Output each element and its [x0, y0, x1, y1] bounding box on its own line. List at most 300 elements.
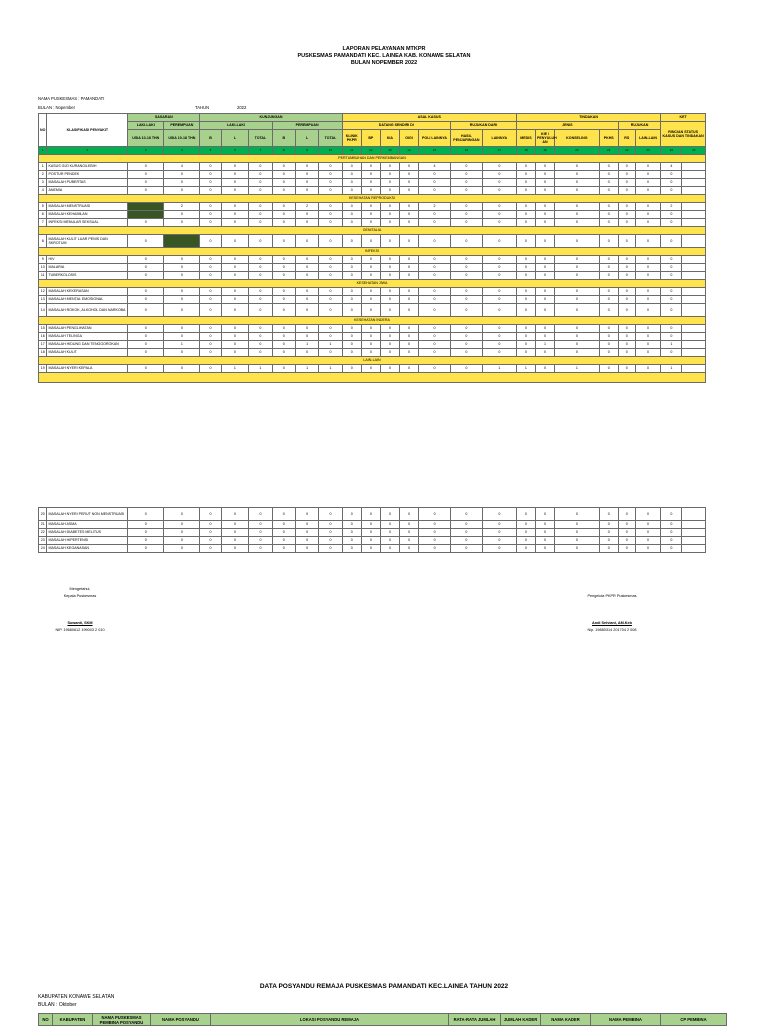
- row-value: 0: [661, 304, 682, 317]
- row-label: MASALAH ASMA: [47, 521, 128, 529]
- row-value: 0: [618, 521, 635, 529]
- row-value: 0: [399, 341, 418, 349]
- row-value: 0: [400, 537, 419, 545]
- row-value: 0: [342, 187, 361, 195]
- row-number: 5: [39, 203, 47, 211]
- row-value: 0: [342, 171, 361, 179]
- column-number: 2: [47, 147, 128, 155]
- row-value: 0: [450, 304, 482, 317]
- row-value: 0: [295, 304, 318, 317]
- posyandu-col-header: JUMLAH KADER: [501, 1014, 541, 1026]
- row-value: 0: [249, 171, 272, 179]
- row-value: 0: [361, 272, 380, 280]
- row-value: 0: [200, 296, 221, 304]
- row-value: 0: [419, 545, 451, 553]
- row-value: 0: [555, 171, 600, 179]
- section-title: LAIN-LAIN: [39, 357, 706, 365]
- table-footer-band: [39, 373, 706, 383]
- row-value: 0: [342, 272, 361, 280]
- row-value: 0: [361, 256, 380, 264]
- row-value: 0: [221, 545, 249, 553]
- row-value: 0: [221, 171, 249, 179]
- row-value: 0: [361, 508, 380, 521]
- row-value: 0: [482, 529, 516, 537]
- row-value: 0: [319, 521, 342, 529]
- row-value: 0: [399, 171, 418, 179]
- col-kunjungan: KUNJUNGAN: [200, 114, 342, 122]
- row-value: 0: [380, 537, 399, 545]
- col-datang-sendiri: DATANG SENDIRI DI: [342, 122, 450, 130]
- row-value: 0: [361, 264, 380, 272]
- row-value: [682, 235, 706, 248]
- row-value: 0: [516, 256, 535, 264]
- table-row: [39, 521, 706, 529]
- row-value: 0: [635, 219, 661, 227]
- row-value: 0: [535, 333, 554, 341]
- row-value: 0: [419, 349, 451, 357]
- row-number: 8: [39, 235, 47, 248]
- row-value: 0: [535, 304, 554, 317]
- row-value: 0: [380, 325, 399, 333]
- row-value: 0: [599, 365, 618, 373]
- row-number: 11: [39, 272, 47, 280]
- row-value: 0: [451, 545, 483, 553]
- row-value: 0: [164, 187, 200, 195]
- row-value: 0: [380, 521, 399, 529]
- row-value: 0: [295, 256, 318, 264]
- col-pkhs: PKHS: [599, 130, 618, 147]
- row-value: 0: [380, 256, 399, 264]
- column-number: 4: [164, 147, 200, 155]
- row-value: 0: [319, 296, 342, 304]
- row-value: [682, 272, 706, 280]
- row-value: 0: [361, 211, 380, 219]
- row-value: 0: [319, 203, 342, 211]
- row-value: 0: [555, 508, 600, 521]
- row-value: 0: [249, 235, 272, 248]
- row-value: 0: [555, 296, 600, 304]
- row-value: 0: [128, 288, 164, 296]
- row-value: 0: [295, 219, 318, 227]
- row-value: 0: [516, 211, 535, 219]
- report-period: BULAN NOPEMBER 2022: [350, 60, 418, 66]
- row-value: 0: [516, 171, 535, 179]
- row-value: 1: [661, 365, 682, 373]
- row-value: 0: [661, 272, 682, 280]
- row-value: 0: [516, 264, 535, 272]
- row-value: 0: [535, 203, 554, 211]
- row-value: 0: [128, 171, 164, 179]
- row-value: 0: [342, 219, 361, 227]
- row-value: 0: [249, 325, 272, 333]
- row-value: 0: [400, 521, 419, 529]
- row-value: 0: [342, 211, 361, 219]
- row-value: 0: [555, 203, 600, 211]
- row-value: 0: [200, 171, 221, 179]
- column-number: 16: [450, 147, 482, 155]
- row-value: 0: [164, 296, 200, 304]
- row-value: [682, 203, 706, 211]
- row-value: 0: [635, 325, 661, 333]
- row-value: 0: [599, 537, 618, 545]
- row-value: 0: [555, 545, 600, 553]
- row-value: 0: [272, 341, 295, 349]
- row-value: 0: [516, 521, 535, 529]
- row-value: 0: [482, 288, 516, 296]
- col-kunjungan-laki: LAKI-LAKI: [200, 122, 272, 130]
- row-value: 0: [599, 235, 618, 248]
- row-value: 0: [272, 529, 295, 537]
- row-label: POSTUR PENDEK: [47, 171, 128, 179]
- row-value: 0: [555, 304, 600, 317]
- row-value: 0: [272, 365, 295, 373]
- signature-right-line1: Pengelola PKPR Puskesmas: [587, 594, 637, 598]
- row-value: 0: [535, 235, 554, 248]
- col-rujukan: RUJUKAN: [618, 122, 660, 130]
- row-value: 0: [295, 508, 318, 521]
- row-value: 0: [319, 304, 342, 317]
- row-value: [682, 333, 706, 341]
- row-value: 0: [535, 537, 554, 545]
- row-value: 0: [295, 545, 318, 553]
- row-value: 0: [399, 219, 418, 227]
- row-value: 0: [635, 256, 661, 264]
- table-row: [39, 203, 706, 211]
- row-value: 0: [221, 219, 249, 227]
- row-value: 0: [419, 171, 451, 179]
- row-value: 0: [380, 296, 399, 304]
- row-value: 0: [128, 219, 164, 227]
- row-label: INFEKSI MENULAR SEKSUAL: [47, 219, 128, 227]
- column-number: 7: [249, 147, 272, 155]
- col-bp: BP: [361, 130, 380, 147]
- row-label: HIV: [47, 256, 128, 264]
- row-value: 0: [272, 264, 295, 272]
- row-value: 0: [221, 529, 249, 537]
- row-value: 0: [380, 272, 399, 280]
- mtkpr-report-table-continued: [38, 507, 706, 553]
- col-poli: POLI LAINNYA: [419, 130, 451, 147]
- row-value: 0: [618, 349, 635, 357]
- signature-left-line1: Mengetahui,: [69, 587, 91, 591]
- column-number: 11: [342, 147, 361, 155]
- row-value: 0: [599, 341, 618, 349]
- row-value: 0: [221, 333, 249, 341]
- row-value: 0: [555, 349, 600, 357]
- row-value: 0: [599, 508, 618, 521]
- row-value: 0: [295, 288, 318, 296]
- row-value: 0: [635, 296, 661, 304]
- row-value: [682, 179, 706, 187]
- row-value: 0: [221, 304, 249, 317]
- row-value: 0: [361, 529, 380, 537]
- section-title: KESEHATAN INDERA: [39, 317, 706, 325]
- row-value: 0: [221, 296, 249, 304]
- report-title: LAPORAN PELAYANAN MTKPR: [342, 46, 426, 52]
- row-value: 0: [535, 545, 554, 553]
- row-value: 0: [555, 235, 600, 248]
- row-value: 0: [635, 264, 661, 272]
- row-value: 0: [419, 365, 451, 373]
- row-label: MALARIA: [47, 264, 128, 272]
- row-value: 2: [164, 203, 200, 211]
- row-value: 0: [380, 203, 399, 211]
- row-value: 1: [535, 341, 554, 349]
- row-value: 0: [618, 163, 635, 171]
- row-value: 2: [419, 203, 451, 211]
- row-value: 0: [599, 163, 618, 171]
- row-value: 0: [399, 288, 418, 296]
- col-rujukan-dari: RUJUKAN DARI: [450, 122, 516, 130]
- row-value: 0: [221, 256, 249, 264]
- row-value: 0: [200, 545, 221, 553]
- row-value: 0: [618, 288, 635, 296]
- row-value: 0: [128, 235, 164, 248]
- row-value: 0: [319, 219, 342, 227]
- row-value: 0: [200, 211, 221, 219]
- row-value: 0: [482, 545, 516, 553]
- row-value: 0: [342, 179, 361, 187]
- row-value: 0: [482, 521, 516, 529]
- row-value: 0: [618, 179, 635, 187]
- row-value: 0: [618, 325, 635, 333]
- row-value: 0: [272, 333, 295, 341]
- row-value: 0: [555, 163, 600, 171]
- table-row: [39, 529, 706, 537]
- row-value: 0: [555, 529, 600, 537]
- row-value: 0: [200, 264, 221, 272]
- row-value: 0: [128, 304, 164, 317]
- row-value: 0: [221, 349, 249, 357]
- row-label: MASALAH KEGANASAN: [47, 545, 128, 553]
- row-value: 0: [482, 272, 516, 280]
- row-value: 0: [342, 304, 361, 317]
- row-value: 0: [419, 537, 451, 545]
- row-value: 0: [450, 333, 482, 341]
- row-value: 0: [661, 325, 682, 333]
- column-number: 25: [682, 147, 706, 155]
- row-value: 0: [342, 521, 361, 529]
- table-row: [39, 537, 706, 545]
- row-value: 0: [419, 219, 451, 227]
- row-value: 0: [249, 219, 272, 227]
- row-value: 0: [249, 304, 272, 317]
- row-value: 0: [380, 365, 399, 373]
- column-number: 1: [39, 147, 47, 155]
- row-value: 0: [128, 264, 164, 272]
- row-value: 0: [618, 333, 635, 341]
- row-value: 0: [399, 179, 418, 187]
- row-value: 0: [164, 365, 200, 373]
- col-sasaran: SASARAN: [128, 114, 200, 122]
- row-value: 0: [399, 325, 418, 333]
- row-value: 0: [249, 349, 272, 357]
- col-kia: KIA: [380, 130, 399, 147]
- row-value: 0: [342, 341, 361, 349]
- row-value: 0: [319, 211, 342, 219]
- row-value: 1: [295, 341, 318, 349]
- row-value: 0: [221, 508, 249, 521]
- row-value: 0: [618, 545, 635, 553]
- year-value: 2022: [237, 105, 247, 110]
- row-value: 0: [599, 219, 618, 227]
- row-value: 0: [295, 235, 318, 248]
- row-value: [682, 187, 706, 195]
- row-value: 0: [599, 521, 618, 529]
- row-value: 0: [599, 325, 618, 333]
- column-number: 5: [200, 147, 221, 155]
- row-value: 1: [295, 365, 318, 373]
- row-value: 0: [450, 341, 482, 349]
- row-value: 0: [128, 529, 164, 537]
- row-value: 0: [164, 508, 200, 521]
- row-value: 0: [419, 256, 451, 264]
- row-value: 0: [450, 296, 482, 304]
- row-value: 0: [635, 187, 661, 195]
- row-value: 0: [618, 187, 635, 195]
- row-value: 0: [342, 296, 361, 304]
- col-total-p: TOTAL: [319, 130, 342, 147]
- section-title: KESEHATAN JIWA: [39, 280, 706, 288]
- column-number: 8: [272, 147, 295, 155]
- row-value: 0: [419, 521, 451, 529]
- puskesmas-name: NAMA PUSKESMAS : PAMANDATI: [38, 96, 105, 101]
- row-value: 0: [128, 545, 164, 553]
- row-value: 0: [272, 288, 295, 296]
- row-value: 0: [272, 219, 295, 227]
- row-value: 0: [450, 171, 482, 179]
- table-row: [39, 171, 706, 179]
- row-value: 0: [661, 333, 682, 341]
- col-gigi: GIGI: [399, 130, 418, 147]
- row-value: 0: [164, 304, 200, 317]
- row-value: 0: [635, 341, 661, 349]
- row-value: 0: [399, 365, 418, 373]
- row-value: 0: [272, 203, 295, 211]
- row-value: 0: [221, 211, 249, 219]
- row-value: 0: [450, 203, 482, 211]
- column-number: 23: [635, 147, 661, 155]
- row-value: 0: [319, 529, 342, 537]
- row-value: 0: [599, 179, 618, 187]
- row-value: 0: [618, 341, 635, 349]
- row-value: 0: [419, 529, 451, 537]
- row-value: 0: [450, 325, 482, 333]
- row-value: 0: [661, 235, 682, 248]
- row-value: 0: [516, 179, 535, 187]
- row-value: 0: [319, 288, 342, 296]
- row-value: 0: [342, 349, 361, 357]
- row-number: 10: [39, 264, 47, 272]
- row-value: 0: [249, 256, 272, 264]
- posyandu-col-header: LOKASI POSYANDU REMAJA: [211, 1014, 449, 1026]
- section-title: KESEHATAN REPRODUKSI: [39, 195, 706, 203]
- table-row: [39, 211, 706, 219]
- posyandu-kabupaten: KABUPATEN KONAWE SELATAN: [38, 994, 115, 1000]
- row-value: 0: [451, 529, 483, 537]
- row-value: 0: [295, 171, 318, 179]
- row-value: 0: [200, 529, 221, 537]
- row-value: 0: [482, 256, 516, 264]
- row-value: 4: [661, 163, 682, 171]
- table-row: [39, 296, 706, 304]
- col-total-l: TOTAL: [249, 130, 272, 147]
- posyandu-title: DATA POSYANDU REMAJA PUSKESMAS PAMANDATI KEC.LAINEA TAHUN 2022: [259, 983, 509, 990]
- col-no: NO: [39, 114, 47, 147]
- table-row: [39, 219, 706, 227]
- row-label: MASALAH NYERI KEPALA: [47, 365, 128, 373]
- column-number: 20: [555, 147, 600, 155]
- row-value: 0: [200, 325, 221, 333]
- row-value: 0: [516, 537, 535, 545]
- row-value: 0: [599, 545, 618, 553]
- row-value: 0: [361, 325, 380, 333]
- table-row: [39, 187, 706, 195]
- row-value: 0: [450, 211, 482, 219]
- row-label: MASALAH KEHAMILAN: [47, 211, 128, 219]
- row-value: 0: [516, 333, 535, 341]
- row-value: 0: [319, 187, 342, 195]
- row-number: 2: [39, 171, 47, 179]
- row-value: 0: [221, 325, 249, 333]
- row-value: 0: [128, 256, 164, 264]
- table-row: [39, 341, 706, 349]
- row-value: 0: [482, 163, 516, 171]
- row-number: 20: [39, 508, 47, 521]
- row-value: 0: [555, 219, 600, 227]
- section-header-row: [39, 195, 706, 203]
- row-value: 0: [380, 163, 399, 171]
- row-value: 0: [482, 264, 516, 272]
- row-value: 0: [450, 365, 482, 373]
- row-value: 0: [482, 219, 516, 227]
- row-number: 16: [39, 333, 47, 341]
- col-klasifikasi: KLASIFIKASI PENYAKIT: [47, 114, 128, 147]
- row-value: [164, 235, 200, 248]
- row-value: 0: [450, 235, 482, 248]
- row-value: 0: [450, 288, 482, 296]
- row-value: 0: [635, 163, 661, 171]
- table-row: [39, 179, 706, 187]
- row-label: MASALAH DIABETES MELITUS: [47, 529, 128, 537]
- row-label: TUBERKOLOSIS: [47, 272, 128, 280]
- row-number: 12: [39, 288, 47, 296]
- row-value: [682, 349, 706, 357]
- posyandu-col-header: NAMA PEMBINA: [591, 1014, 661, 1026]
- row-value: 0: [516, 545, 535, 553]
- row-value: 0: [249, 537, 272, 545]
- row-value: 0: [249, 272, 272, 280]
- row-value: 0: [164, 264, 200, 272]
- row-label: ANEMIA: [47, 187, 128, 195]
- row-value: 1: [555, 365, 600, 373]
- row-value: 0: [399, 256, 418, 264]
- col-tindakan: TINDAKAN: [516, 114, 660, 122]
- row-value: 0: [451, 537, 483, 545]
- row-value: 0: [399, 211, 418, 219]
- row-number: 13: [39, 296, 47, 304]
- row-value: 0: [361, 171, 380, 179]
- row-number: 4: [39, 187, 47, 195]
- row-value: 0: [200, 349, 221, 357]
- row-value: 0: [450, 256, 482, 264]
- row-value: 0: [380, 187, 399, 195]
- row-value: 0: [516, 325, 535, 333]
- row-value: 0: [319, 256, 342, 264]
- section-header-row: [39, 317, 706, 325]
- row-value: 0: [450, 264, 482, 272]
- row-value: 0: [635, 349, 661, 357]
